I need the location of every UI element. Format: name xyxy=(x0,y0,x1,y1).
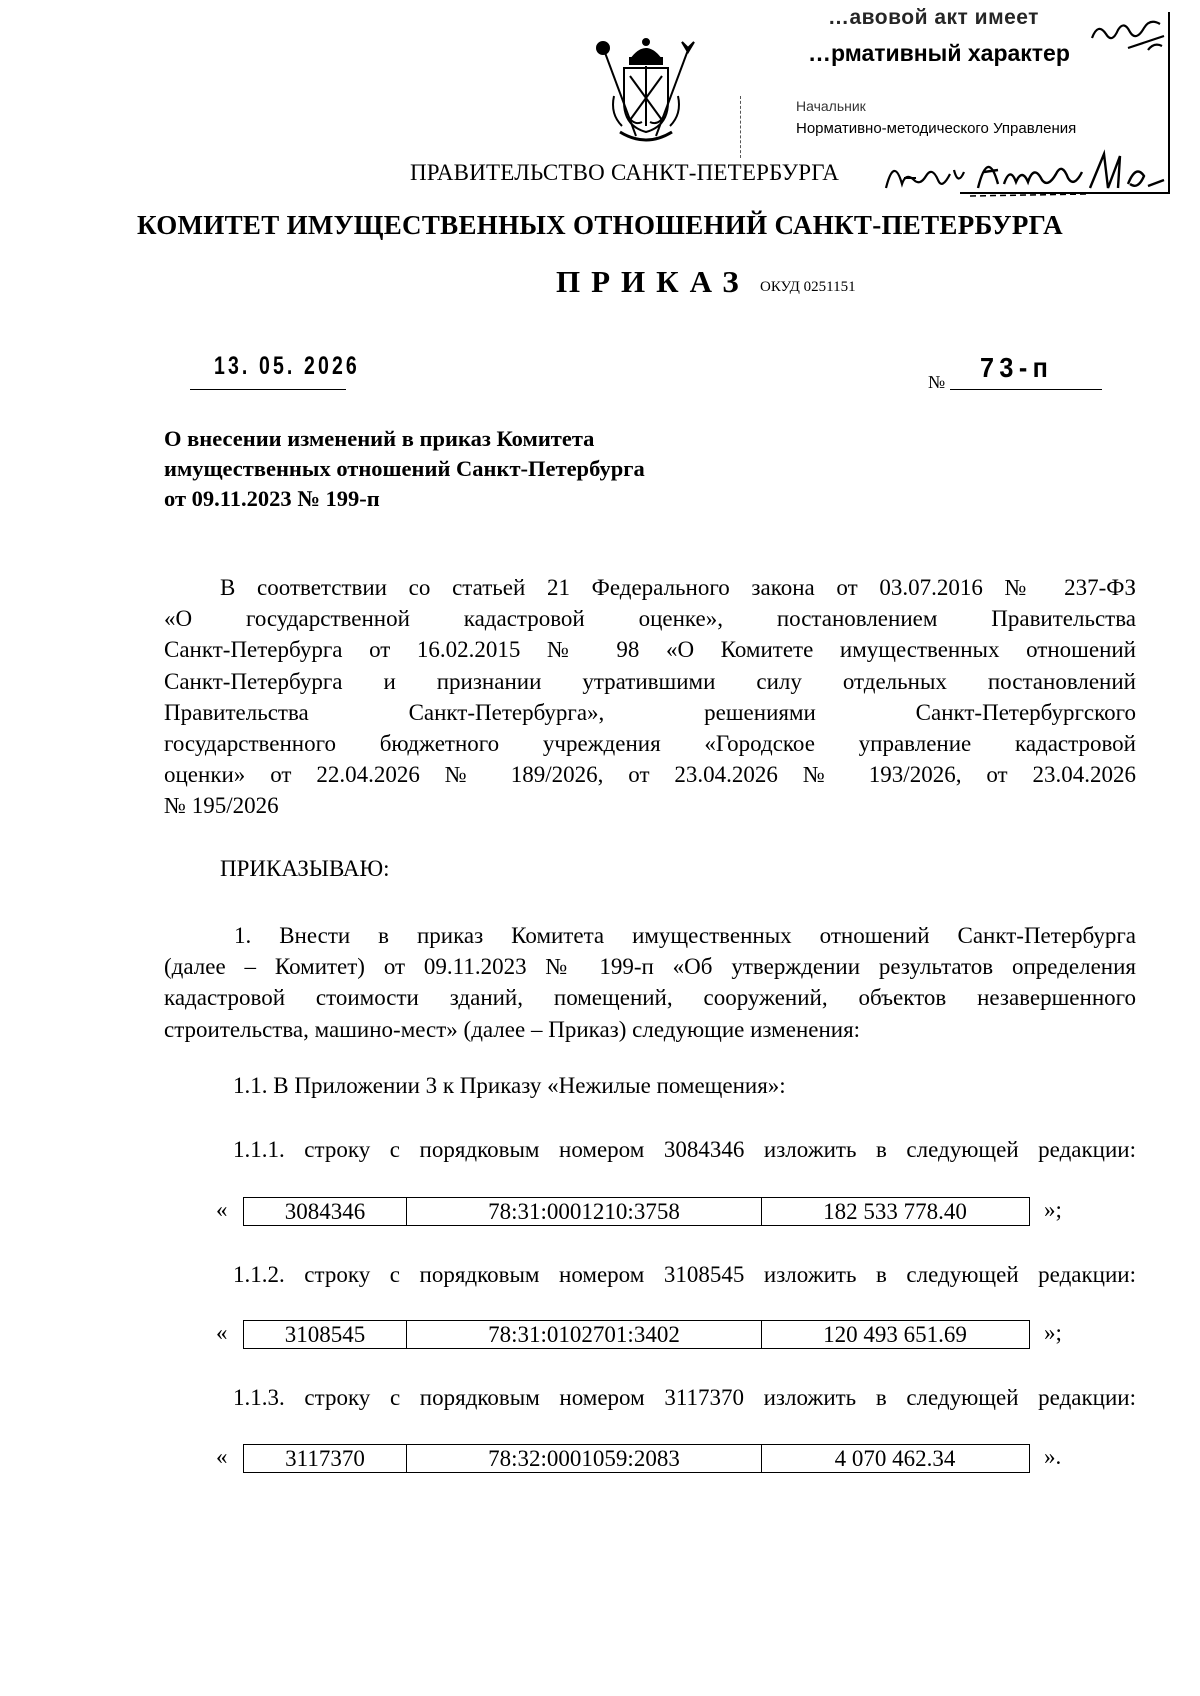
preamble-line: Санкт-Петербурга и признании утратившими силу отдельных постановлений xyxy=(164,668,1136,694)
table-row xyxy=(243,1197,1030,1226)
signature-name xyxy=(968,144,1168,200)
divider xyxy=(740,96,741,158)
quote-open: « xyxy=(216,1444,228,1469)
subject-line: О внесении изменений в приказ Комитета xyxy=(164,426,595,451)
cadastral-number-cell: 78:32:0001059:2083 xyxy=(407,1445,762,1472)
item-1-1: 1.1. В Приложении 3 к Приказу «Нежилые помещения»: xyxy=(233,1073,786,1098)
row-number-cell: 3117370 xyxy=(244,1445,407,1472)
number-sign: № xyxy=(928,372,946,392)
quote-open: « xyxy=(216,1320,228,1345)
cadastral-number-cell: 78:31:0001210:3758 xyxy=(407,1198,762,1225)
stamp-border xyxy=(1168,12,1170,192)
date-underline xyxy=(190,389,346,390)
stamp-line-4: Нормативно-методического Управления xyxy=(796,120,1077,137)
row-number-cell: 3108545 xyxy=(244,1321,407,1348)
preamble-paragraph xyxy=(164,572,1136,822)
committee-title: КОМИТЕТ ИМУЩЕСТВЕННЫХ ОТНОШЕНИЙ САНКТ-ПЕТЕРБУРГА xyxy=(137,210,1063,240)
quote-close: »; xyxy=(1044,1197,1062,1222)
item-1-1-3: 1.1.3. строку с порядковым номером 3117370 изложить в следующей редакции: xyxy=(233,1385,1136,1410)
okud-code: ОКУД 0251151 xyxy=(760,279,856,295)
order-number: 73-п xyxy=(980,352,1054,383)
table-row xyxy=(243,1444,1030,1473)
preamble-line: В соответствии со статьей 21 Федерального закона от 03.07.2016 № 237-ФЗ xyxy=(220,575,1136,600)
preamble-line: Санкт-Петербурга от 16.02.2015 № 98 «О Комитете имущественных отношений xyxy=(164,637,1136,663)
row-number-cell: 3084346 xyxy=(244,1198,407,1225)
preamble-line: государственного бюджетного учреждения «Городское управление кадастровой xyxy=(164,730,1136,756)
cadastral-value-cell: 120 493 651.69 xyxy=(823,1322,967,1347)
item-1-line: строительства, машино-мест» (далее – Приказ) следующие изменения: xyxy=(164,1016,861,1042)
quote-close: »; xyxy=(1044,1320,1062,1345)
order-word: ПРИКАЗЫВАЮ: xyxy=(220,856,390,881)
item-1-paragraph xyxy=(164,920,1136,1045)
signature-initials xyxy=(1088,8,1168,58)
subject-line: имущественных отношений Санкт-Петербурга xyxy=(164,456,645,481)
signature-short xyxy=(880,150,970,200)
subject-line: от 09.11.2023 № 199-п xyxy=(164,486,380,511)
table-row xyxy=(243,1320,1030,1349)
document-type: ПРИКАЗ xyxy=(556,264,750,299)
stamp-line-1: …авовой акт имеет xyxy=(828,6,1039,29)
cadastral-value-cell: 4 070 462.34 xyxy=(834,1446,956,1471)
item-1-line: (далее – Комитет) от 09.11.2023 № 199-п «Об утверждении результатов определения xyxy=(164,954,1136,980)
stamp-line-3: Начальник xyxy=(796,98,866,114)
quote-open: « xyxy=(216,1197,228,1222)
item-1-1-2: 1.1.2. строку с порядковым номером 3108545 изложить в следующей редакции: xyxy=(233,1262,1136,1287)
item-1-line: 1. Внести в приказ Комитета имущественных отношений Санкт-Петербурга xyxy=(234,923,1136,948)
item-1-1-1: 1.1.1. строку с порядковым номером 3084346 изложить в следующей редакции: xyxy=(233,1137,1136,1162)
quote-close: ». xyxy=(1044,1444,1062,1469)
preamble-line: оценки» от 22.04.2026 № 189/2026, от 23.04.2026 № 193/2026, от 23.04.2026 xyxy=(164,762,1136,788)
preamble-line: Правительства Санкт-Петербурга», решениями Санкт-Петербургского xyxy=(164,699,1136,725)
coat-of-arms-icon xyxy=(590,36,702,146)
cadastral-value-cell: 182 533 778.40 xyxy=(823,1199,967,1224)
preamble-line: № 195/2026 xyxy=(164,793,279,819)
item-1-line: кадастровой стоимости зданий, помещений, сооружений, объектов незавершенного xyxy=(164,985,1136,1011)
government-title: ПРАВИТЕЛЬСТВО САНКТ-ПЕТЕРБУРГА xyxy=(410,160,840,185)
cadastral-number-cell: 78:31:0102701:3402 xyxy=(407,1321,762,1348)
stamp-line-2: …рмативный характер xyxy=(808,40,1070,66)
order-date: 13. 05. 2026 xyxy=(214,352,360,380)
order-subject xyxy=(164,424,784,514)
preamble-line: «О государственной кадастровой оценке», постановлением Правительства xyxy=(164,606,1136,632)
number-underline xyxy=(950,389,1102,390)
